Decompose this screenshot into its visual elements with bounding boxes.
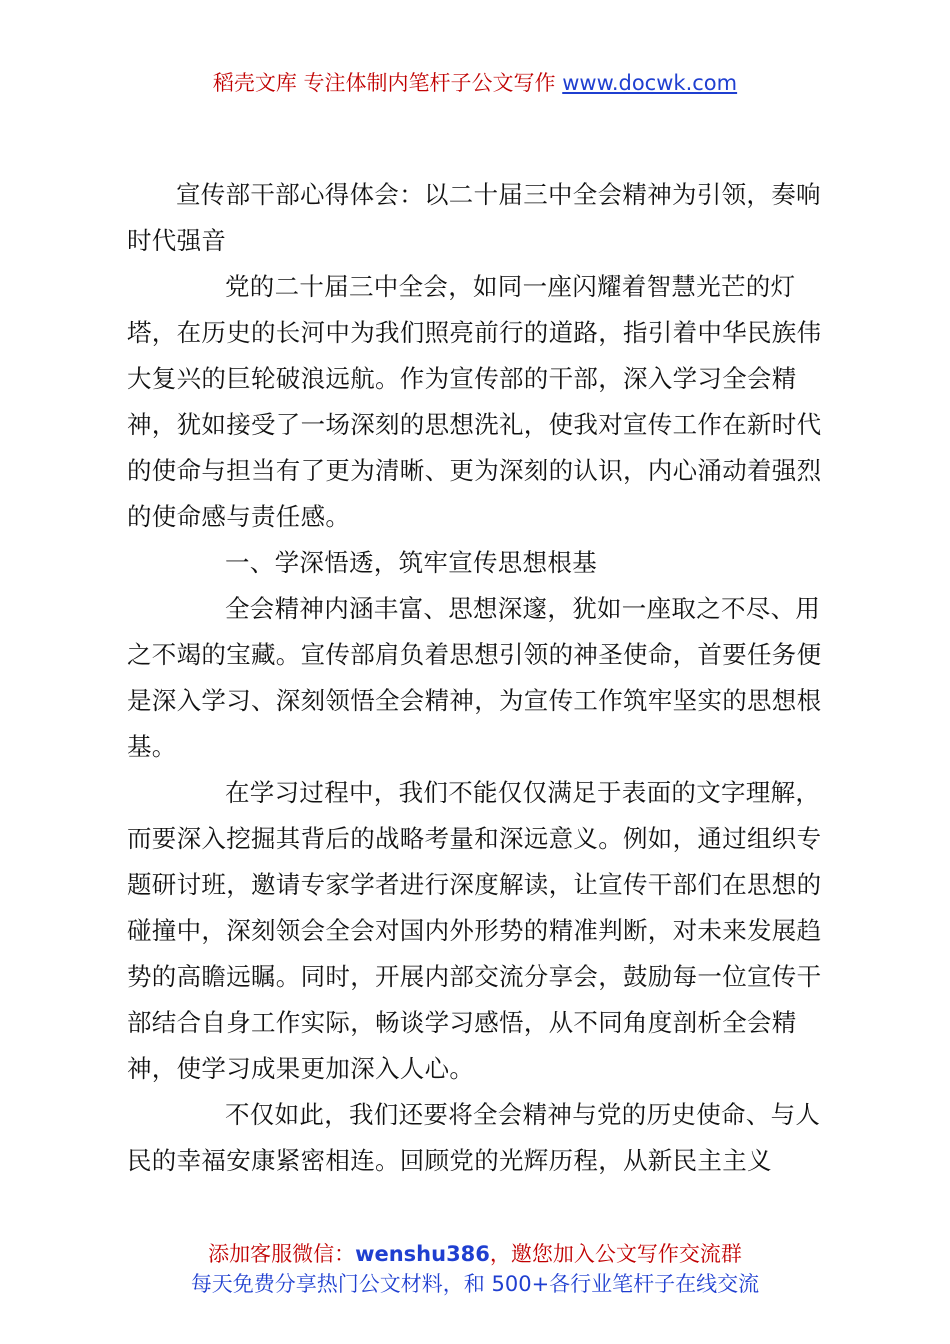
footer-line-2: 每天免费分享热门公文材料，和 500+各行业笔杆子在线交流 — [190, 1272, 760, 1296]
document-title: 宣传部干部心得体会：以二十届三中全会精神为引领，奏响时代强音 — [127, 180, 821, 255]
footer-wechat-id: wenshu386 — [355, 1242, 490, 1266]
footer-wechat-prefix: 添加客服微信： — [208, 1242, 356, 1266]
paragraph-3: 在学习过程中，我们不能仅仅满足于表面的文字理解，而要深入挖掘其背后的战略考量和深远意义。例如，通过组织专题研讨班，邀请专家学者进行深度解读，让宣传干部们在思想的碰撞中，深刻领会全会对国内外形势的精准判断，对未来发展趋势的高瞻远瞩。同时，开展内部交流分享会，鼓励每一位宣传干部结合自身工作实际，畅谈学习感悟，从不同角度剖析全会精神，使学习成果更加深入人心。 — [127, 778, 822, 1083]
header-brand-text: 稻壳文库 专注体制内笔杆子公文写作 — [212, 71, 563, 95]
section-heading-1: 一、学深悟透，筑牢宣传思想根基 — [225, 548, 597, 577]
paragraph-2: 全会精神内涵丰富、思想深邃，犹如一座取之不尽、用之不竭的宝藏。宣传部肩负着思想引领的神圣使命，首要任务便是深入学习、深刻领悟全会精神，为宣传工作筑牢坚实的思想根基。 — [127, 594, 822, 761]
document-body — [127, 172, 827, 1184]
paragraph-4: 不仅如此，我们还要将全会精神与党的历史使命、与人民的幸福安康紧密相连。回顾党的光辉历程，从新民主主义 — [127, 1100, 821, 1175]
footer-line-1 — [0, 1239, 950, 1269]
header-site-link[interactable]: www.docwk.com — [562, 71, 738, 95]
footer-wechat-suffix: ，邀您加入公文写作交流群 — [489, 1242, 742, 1266]
paragraph-1: 党的二十届三中全会，如同一座闪耀着智慧光芒的灯塔，在历史的长河中为我们照亮前行的道路，指引着中华民族伟大复兴的巨轮破浪远航。作为宣传部的干部，深入学习全会精神，犹如接受了一场深刻的思想洗礼，使我对宣传工作在新时代的使命与担当有了更为清晰、更为深刻的认识，内心涌动着强烈的使命感与责任感。 — [127, 272, 822, 531]
page-header — [0, 68, 950, 98]
